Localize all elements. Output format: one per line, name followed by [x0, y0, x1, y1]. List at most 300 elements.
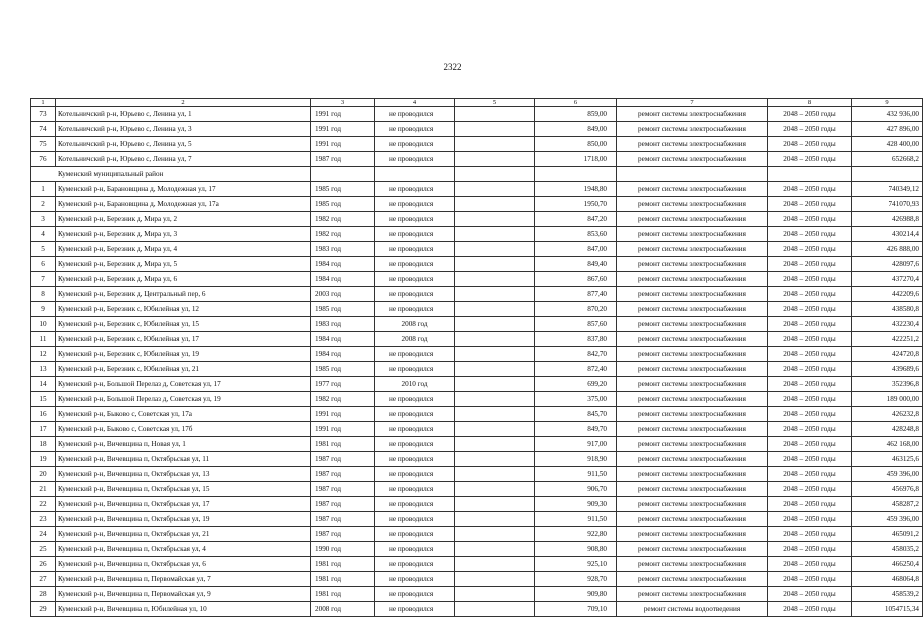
row-number: 24 [31, 527, 56, 542]
column-number-row [31, 99, 923, 107]
column-5-cell [455, 137, 535, 152]
row-number: 16 [31, 407, 56, 422]
table-row [31, 362, 923, 377]
area-cell: 853,60 [535, 227, 617, 242]
row-number: 22 [31, 497, 56, 512]
work-type-cell: ремонт системы электроснабжения [617, 347, 768, 362]
work-type-cell: ремонт системы электроснабжения [617, 407, 768, 422]
period-cell: 2048 – 2050 годы [768, 227, 852, 242]
period-cell: 2048 – 2050 годы [768, 287, 852, 302]
table-row [31, 422, 923, 437]
last-repair-cell: не проводился [375, 542, 455, 557]
work-type-cell: ремонт системы электроснабжения [617, 542, 768, 557]
column-5-cell [455, 227, 535, 242]
cost-cell: 426988,8 [852, 212, 923, 227]
column-5-cell [455, 557, 535, 572]
column-header-1: 1 [31, 99, 56, 107]
period-cell: 2048 – 2050 годы [768, 482, 852, 497]
table-row [31, 332, 923, 347]
period-cell: 2048 – 2050 годы [768, 497, 852, 512]
build-year-cell: 1984 год [311, 347, 375, 362]
cost-cell: 427 896,00 [852, 122, 923, 137]
column-5-cell [455, 602, 535, 617]
work-type-cell: ремонт системы электроснабжения [617, 317, 768, 332]
last-repair-cell: не проводился [375, 272, 455, 287]
work-type-cell: ремонт системы электроснабжения [617, 122, 768, 137]
column-header-3: 3 [311, 99, 375, 107]
cost-cell: 437270,4 [852, 272, 923, 287]
area-cell: 918,90 [535, 452, 617, 467]
address-cell: Куменский р-н, Березник д, Мира ул, 5 [56, 257, 311, 272]
table-row [31, 107, 923, 122]
period-cell: 2048 – 2050 годы [768, 527, 852, 542]
table-row [31, 317, 923, 332]
area-cell: 849,00 [535, 122, 617, 137]
address-cell: Куменский р-н, Вичевщина п, Октябрьская ул, 6 [56, 557, 311, 572]
column-header-7: 7 [617, 99, 768, 107]
last-repair-cell: не проводился [375, 557, 455, 572]
row-number: 23 [31, 512, 56, 527]
section-row [31, 167, 923, 182]
address-cell: Куменский р-н, Вичевщина п, Октябрьская ул, 19 [56, 512, 311, 527]
work-type-cell: ремонт системы электроснабжения [617, 392, 768, 407]
column-5-cell [455, 182, 535, 197]
cost-cell: 466250,4 [852, 557, 923, 572]
column-5-cell [455, 362, 535, 377]
column-5-cell [455, 542, 535, 557]
work-type-cell: ремонт системы электроснабжения [617, 452, 768, 467]
address-cell: Куменский р-н, Вичевщина п, Октябрьская ул, 4 [56, 542, 311, 557]
address-cell: Куменский р-н, Быково с, Советская ул, 17б [56, 422, 311, 437]
column-header-4: 4 [375, 99, 455, 107]
area-cell: 917,00 [535, 437, 617, 452]
work-type-cell: ремонт системы электроснабжения [617, 242, 768, 257]
row-number: 8 [31, 287, 56, 302]
last-repair-cell: не проводился [375, 452, 455, 467]
table-row [31, 377, 923, 392]
last-repair-cell: не проводился [375, 122, 455, 137]
build-year-cell: 1982 год [311, 392, 375, 407]
last-repair-cell: не проводился [375, 512, 455, 527]
period-cell: 2048 – 2050 годы [768, 587, 852, 602]
table-row [31, 437, 923, 452]
column-5-cell [455, 272, 535, 287]
repair-schedule-table [30, 98, 923, 617]
table-row [31, 302, 923, 317]
build-year-cell: 1985 год [311, 182, 375, 197]
row-number: 13 [31, 362, 56, 377]
row-number: 75 [31, 137, 56, 152]
row-number: 5 [31, 242, 56, 257]
period-cell: 2048 – 2050 годы [768, 572, 852, 587]
work-type-cell: ремонт системы электроснабжения [617, 302, 768, 317]
column-5-cell [455, 437, 535, 452]
row-number: 1 [31, 182, 56, 197]
work-type-cell: ремонт системы электроснабжения [617, 287, 768, 302]
table-row [31, 122, 923, 137]
address-cell: Куменский р-н, Вичевщина п, Октябрьская ул, 17 [56, 497, 311, 512]
build-year-cell: 1991 год [311, 122, 375, 137]
period-cell: 2048 – 2050 годы [768, 512, 852, 527]
empty-cell [535, 167, 617, 182]
work-type-cell: ремонт системы электроснабжения [617, 497, 768, 512]
table-row [31, 497, 923, 512]
address-cell: Куменский р-н, Березник с, Юбилейная ул, 15 [56, 317, 311, 332]
build-year-cell: 1977 год [311, 377, 375, 392]
table-row [31, 527, 923, 542]
build-year-cell: 2003 год [311, 287, 375, 302]
build-year-cell: 1985 год [311, 362, 375, 377]
period-cell: 2048 – 2050 годы [768, 317, 852, 332]
address-cell: Куменский р-н, Большой Перелаз д, Советская ул, 17 [56, 377, 311, 392]
cost-cell: 439689,6 [852, 362, 923, 377]
work-type-cell: ремонт системы электроснабжения [617, 557, 768, 572]
cost-cell: 740349,12 [852, 182, 923, 197]
table-row [31, 287, 923, 302]
section-title: Куменский муниципальный район [31, 167, 311, 182]
build-year-cell: 1991 год [311, 422, 375, 437]
row-number: 25 [31, 542, 56, 557]
work-type-cell: ремонт системы электроснабжения [617, 362, 768, 377]
period-cell: 2048 – 2050 годы [768, 107, 852, 122]
period-cell: 2048 – 2050 годы [768, 467, 852, 482]
row-number: 28 [31, 587, 56, 602]
column-5-cell [455, 287, 535, 302]
last-repair-cell: не проводился [375, 107, 455, 122]
build-year-cell: 1991 год [311, 407, 375, 422]
build-year-cell: 1981 год [311, 437, 375, 452]
table-row [31, 227, 923, 242]
table-row [31, 257, 923, 272]
build-year-cell: 1987 год [311, 512, 375, 527]
column-5-cell [455, 317, 535, 332]
last-repair-cell: не проводился [375, 437, 455, 452]
row-number: 6 [31, 257, 56, 272]
cost-cell: 468064,8 [852, 572, 923, 587]
area-cell: 1950,70 [535, 197, 617, 212]
period-cell: 2048 – 2050 годы [768, 137, 852, 152]
area-cell: 850,00 [535, 137, 617, 152]
table-body [31, 99, 923, 617]
build-year-cell: 1983 год [311, 242, 375, 257]
build-year-cell: 1981 год [311, 587, 375, 602]
build-year-cell: 1985 год [311, 302, 375, 317]
build-year-cell: 1987 год [311, 482, 375, 497]
cost-cell: 741070,93 [852, 197, 923, 212]
last-repair-cell: не проводился [375, 482, 455, 497]
build-year-cell: 1987 год [311, 527, 375, 542]
row-number: 4 [31, 227, 56, 242]
build-year-cell: 1983 год [311, 317, 375, 332]
address-cell: Котельничский р-н, Юрьево с, Ленина ул, 7 [56, 152, 311, 167]
address-cell: Куменский р-н, Березник с, Юбилейная ул, 19 [56, 347, 311, 362]
build-year-cell: 1990 год [311, 542, 375, 557]
table-row [31, 197, 923, 212]
build-year-cell: 1984 год [311, 257, 375, 272]
period-cell: 2048 – 2050 годы [768, 182, 852, 197]
work-type-cell: ремонт системы электроснабжения [617, 527, 768, 542]
area-cell: 911,50 [535, 467, 617, 482]
cost-cell: 465091,2 [852, 527, 923, 542]
row-number: 74 [31, 122, 56, 137]
address-cell: Котельничский р-н, Юрьево с, Ленина ул, 5 [56, 137, 311, 152]
column-header-9: 9 [852, 99, 923, 107]
address-cell: Куменский р-н, Большой Перелаз д, Советская ул, 19 [56, 392, 311, 407]
period-cell: 2048 – 2050 годы [768, 407, 852, 422]
area-cell: 859,00 [535, 107, 617, 122]
row-number: 17 [31, 422, 56, 437]
address-cell: Куменский р-н, Березник д, Мира ул, 4 [56, 242, 311, 257]
last-repair-cell: не проводился [375, 392, 455, 407]
address-cell: Куменский р-н, Вичевщина п, Октябрьская ул, 21 [56, 527, 311, 542]
row-number: 26 [31, 557, 56, 572]
last-repair-cell: не проводился [375, 362, 455, 377]
row-number: 18 [31, 437, 56, 452]
cost-cell: 456976,8 [852, 482, 923, 497]
address-cell: Куменский р-н, Березник д, Центральный пер, 6 [56, 287, 311, 302]
address-cell: Куменский р-н, Барановщина д, Молодежная ул, 17а [56, 197, 311, 212]
period-cell: 2048 – 2050 годы [768, 257, 852, 272]
build-year-cell: 1991 год [311, 107, 375, 122]
column-5-cell [455, 407, 535, 422]
area-cell: 922,80 [535, 527, 617, 542]
address-cell: Куменский р-н, Вичевщина п, Новая ул, 1 [56, 437, 311, 452]
last-repair-cell: не проводился [375, 197, 455, 212]
last-repair-cell: не проводился [375, 497, 455, 512]
work-type-cell: ремонт системы электроснабжения [617, 272, 768, 287]
last-repair-cell: не проводился [375, 257, 455, 272]
address-cell: Куменский р-н, Вичевщина п, Октябрьская ул, 11 [56, 452, 311, 467]
address-cell: Котельничский р-н, Юрьево с, Ленина ул, 1 [56, 107, 311, 122]
build-year-cell: 1987 год [311, 452, 375, 467]
column-5-cell [455, 212, 535, 227]
row-number: 11 [31, 332, 56, 347]
last-repair-cell: 2010 год [375, 377, 455, 392]
area-cell: 867,60 [535, 272, 617, 287]
cost-cell: 459 396,00 [852, 512, 923, 527]
table-row [31, 272, 923, 287]
address-cell: Куменский р-н, Вичевщина п, Первомайская ул, 9 [56, 587, 311, 602]
empty-cell [375, 167, 455, 182]
period-cell: 2048 – 2050 годы [768, 212, 852, 227]
row-number: 2 [31, 197, 56, 212]
empty-cell [617, 167, 768, 182]
table-row [31, 242, 923, 257]
area-cell: 872,40 [535, 362, 617, 377]
period-cell: 2048 – 2050 годы [768, 557, 852, 572]
column-5-cell [455, 152, 535, 167]
row-number: 12 [31, 347, 56, 362]
row-number: 14 [31, 377, 56, 392]
table-row [31, 482, 923, 497]
work-type-cell: ремонт системы электроснабжения [617, 227, 768, 242]
cost-cell: 463125,6 [852, 452, 923, 467]
last-repair-cell: не проводился [375, 422, 455, 437]
row-number: 20 [31, 467, 56, 482]
column-5-cell [455, 347, 535, 362]
period-cell: 2048 – 2050 годы [768, 332, 852, 347]
column-header-8: 8 [768, 99, 852, 107]
area-cell: 909,80 [535, 587, 617, 602]
cost-cell: 458035,2 [852, 542, 923, 557]
column-5-cell [455, 452, 535, 467]
build-year-cell: 2008 год [311, 602, 375, 617]
last-repair-cell: не проводился [375, 227, 455, 242]
area-cell: 908,80 [535, 542, 617, 557]
build-year-cell: 1984 год [311, 272, 375, 287]
cost-cell: 428248,8 [852, 422, 923, 437]
column-5-cell [455, 377, 535, 392]
period-cell: 2048 – 2050 годы [768, 452, 852, 467]
cost-cell: 462 168,00 [852, 437, 923, 452]
period-cell: 2048 – 2050 годы [768, 302, 852, 317]
work-type-cell: ремонт системы электроснабжения [617, 377, 768, 392]
area-cell: 849,70 [535, 422, 617, 437]
address-cell: Куменский р-н, Быково с, Советская ул, 17а [56, 407, 311, 422]
column-5-cell [455, 107, 535, 122]
area-cell: 845,70 [535, 407, 617, 422]
cost-cell: 428097,6 [852, 257, 923, 272]
column-5-cell [455, 392, 535, 407]
work-type-cell: ремонт системы электроснабжения [617, 512, 768, 527]
area-cell: 1948,80 [535, 182, 617, 197]
row-number: 3 [31, 212, 56, 227]
empty-cell [852, 167, 923, 182]
area-cell: 906,70 [535, 482, 617, 497]
column-5-cell [455, 122, 535, 137]
work-type-cell: ремонт системы электроснабжения [617, 182, 768, 197]
work-type-cell: ремонт системы электроснабжения [617, 437, 768, 452]
build-year-cell: 1991 год [311, 137, 375, 152]
cost-cell: 438580,8 [852, 302, 923, 317]
work-type-cell: ремонт системы электроснабжения [617, 212, 768, 227]
column-5-cell [455, 257, 535, 272]
work-type-cell: ремонт системы электроснабжения [617, 197, 768, 212]
table-row [31, 572, 923, 587]
period-cell: 2048 – 2050 годы [768, 272, 852, 287]
area-cell: 847,00 [535, 242, 617, 257]
column-header-5: 5 [455, 99, 535, 107]
area-cell: 928,70 [535, 572, 617, 587]
period-cell: 2048 – 2050 годы [768, 422, 852, 437]
area-cell: 699,20 [535, 377, 617, 392]
work-type-cell: ремонт системы электроснабжения [617, 257, 768, 272]
last-repair-cell: не проводился [375, 407, 455, 422]
work-type-cell: ремонт системы электроснабжения [617, 572, 768, 587]
work-type-cell: ремонт системы электроснабжения [617, 107, 768, 122]
area-cell: 1718,00 [535, 152, 617, 167]
cost-cell: 1054715,34 [852, 602, 923, 617]
work-type-cell: ремонт системы электроснабжения [617, 587, 768, 602]
area-cell: 842,70 [535, 347, 617, 362]
period-cell: 2048 – 2050 годы [768, 347, 852, 362]
last-repair-cell: не проводился [375, 572, 455, 587]
table-row [31, 557, 923, 572]
period-cell: 2048 – 2050 годы [768, 122, 852, 137]
area-cell: 877,40 [535, 287, 617, 302]
work-type-cell: ремонт системы водоотведения [617, 602, 768, 617]
build-year-cell: 1987 год [311, 467, 375, 482]
address-cell: Куменский р-н, Барановщина д, Молодежная ул, 17 [56, 182, 311, 197]
table-row [31, 542, 923, 557]
period-cell: 2048 – 2050 годы [768, 152, 852, 167]
cost-cell: 426 888,00 [852, 242, 923, 257]
row-number: 27 [31, 572, 56, 587]
empty-cell [311, 167, 375, 182]
last-repair-cell: не проводился [375, 212, 455, 227]
build-year-cell: 1987 год [311, 497, 375, 512]
cost-cell: 458539,2 [852, 587, 923, 602]
address-cell: Куменский р-н, Березник с, Юбилейная ул, 21 [56, 362, 311, 377]
column-5-cell [455, 467, 535, 482]
column-5-cell [455, 332, 535, 347]
cost-cell: 428 400,00 [852, 137, 923, 152]
address-cell: Куменский р-н, Березник д, Мира ул, 2 [56, 212, 311, 227]
period-cell: 2048 – 2050 годы [768, 197, 852, 212]
period-cell: 2048 – 2050 годы [768, 437, 852, 452]
column-5-cell [455, 197, 535, 212]
cost-cell: 458287,2 [852, 497, 923, 512]
table-row [31, 137, 923, 152]
work-type-cell: ремонт системы электроснабжения [617, 332, 768, 347]
row-number: 29 [31, 602, 56, 617]
period-cell: 2048 – 2050 годы [768, 362, 852, 377]
build-year-cell: 1982 год [311, 227, 375, 242]
last-repair-cell: не проводился [375, 527, 455, 542]
area-cell: 911,50 [535, 512, 617, 527]
column-5-cell [455, 422, 535, 437]
build-year-cell: 1982 год [311, 212, 375, 227]
build-year-cell: 1985 год [311, 197, 375, 212]
address-cell: Куменский р-н, Березник д, Мира ул, 6 [56, 272, 311, 287]
row-number: 21 [31, 482, 56, 497]
column-5-cell [455, 497, 535, 512]
work-type-cell: ремонт системы электроснабжения [617, 467, 768, 482]
cost-cell: 424720,8 [852, 347, 923, 362]
address-cell: Куменский р-н, Вичевщина п, Юбилейная ул, 10 [56, 602, 311, 617]
empty-cell [768, 167, 852, 182]
build-year-cell: 1984 год [311, 332, 375, 347]
area-cell: 847,20 [535, 212, 617, 227]
table-row [31, 407, 923, 422]
period-cell: 2048 – 2050 годы [768, 377, 852, 392]
column-5-cell [455, 302, 535, 317]
cost-cell: 652668,2 [852, 152, 923, 167]
column-5-cell [455, 512, 535, 527]
address-cell: Куменский р-н, Вичевщина п, Октябрьская ул, 15 [56, 482, 311, 497]
column-5-cell [455, 572, 535, 587]
area-cell: 375,00 [535, 392, 617, 407]
area-cell: 849,40 [535, 257, 617, 272]
table-row [31, 587, 923, 602]
page-number: 2322 [443, 62, 462, 72]
column-5-cell [455, 482, 535, 497]
last-repair-cell: не проводился [375, 467, 455, 482]
last-repair-cell: не проводился [375, 182, 455, 197]
last-repair-cell: 2008 год [375, 332, 455, 347]
cost-cell: 432 936,00 [852, 107, 923, 122]
table-row [31, 467, 923, 482]
work-type-cell: ремонт системы электроснабжения [617, 152, 768, 167]
column-5-cell [455, 587, 535, 602]
column-header-6: 6 [535, 99, 617, 107]
table-row [31, 512, 923, 527]
last-repair-cell: не проводился [375, 602, 455, 617]
build-year-cell: 1981 год [311, 557, 375, 572]
address-cell: Куменский р-н, Березник д, Мира ул, 3 [56, 227, 311, 242]
last-repair-cell: не проводился [375, 302, 455, 317]
address-cell: Куменский р-н, Вичевщина п, Первомайская ул, 7 [56, 572, 311, 587]
